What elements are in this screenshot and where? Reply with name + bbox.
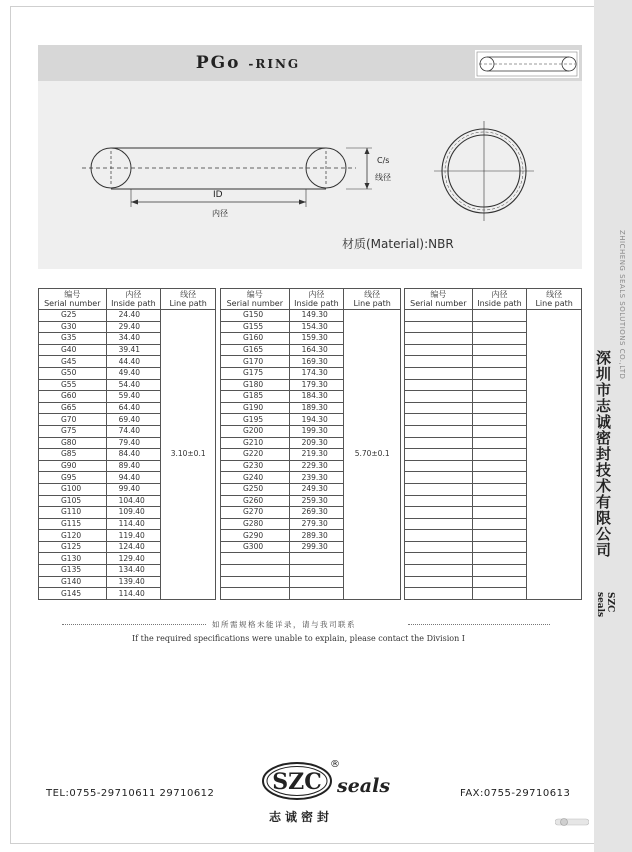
serial-cell: G145 bbox=[39, 588, 107, 600]
sidebar-logo: SZC seals bbox=[595, 592, 615, 618]
inside-path-cell bbox=[472, 449, 527, 461]
label-cs: C/s bbox=[377, 156, 390, 165]
serial-cell bbox=[221, 565, 290, 577]
inside-path-cell bbox=[472, 565, 527, 577]
inside-path-cell: 289.30 bbox=[289, 530, 344, 542]
note-divider-left bbox=[62, 624, 206, 625]
inside-path-cell: 99.40 bbox=[106, 483, 161, 495]
serial-cell: G60 bbox=[39, 391, 107, 403]
serial-cell: G65 bbox=[39, 402, 107, 414]
header-line: 线径 Line path bbox=[344, 289, 401, 310]
serial-cell bbox=[405, 344, 473, 356]
inside-path-cell: 114.40 bbox=[106, 518, 161, 530]
serial-cell bbox=[405, 518, 473, 530]
inside-path-cell: 59.40 bbox=[106, 391, 161, 403]
serial-cell: G180 bbox=[221, 379, 290, 391]
inside-path-cell: 199.30 bbox=[289, 425, 344, 437]
logo-registered: ® bbox=[330, 759, 340, 770]
page-title bbox=[38, 53, 458, 73]
inside-path-cell bbox=[289, 553, 344, 565]
inside-path-cell bbox=[472, 495, 527, 507]
serial-cell bbox=[405, 460, 473, 472]
serial-cell bbox=[405, 333, 473, 345]
serial-cell bbox=[405, 483, 473, 495]
drawing-panel bbox=[38, 81, 582, 269]
inside-path-cell: 119.40 bbox=[106, 530, 161, 542]
oring-drawing bbox=[38, 81, 582, 269]
serial-cell: G160 bbox=[221, 333, 290, 345]
inside-path-cell bbox=[472, 367, 527, 379]
inside-path-cell: 74.40 bbox=[106, 425, 161, 437]
inside-path-cell bbox=[472, 541, 527, 553]
inside-path-cell: 64.40 bbox=[106, 402, 161, 414]
inside-path-cell bbox=[472, 588, 527, 600]
inside-path-cell: 79.40 bbox=[106, 437, 161, 449]
inside-path-cell: 109.40 bbox=[106, 507, 161, 519]
serial-cell bbox=[405, 449, 473, 461]
inside-path-cell: 299.30 bbox=[289, 541, 344, 553]
inside-path-cell: 49.40 bbox=[106, 367, 161, 379]
inside-path-cell: 154.30 bbox=[289, 321, 344, 333]
serial-cell: G280 bbox=[221, 518, 290, 530]
serial-cell: G100 bbox=[39, 483, 107, 495]
serial-cell bbox=[405, 530, 473, 542]
inside-path-cell bbox=[289, 588, 344, 600]
serial-cell: G110 bbox=[39, 507, 107, 519]
inside-path-cell bbox=[472, 460, 527, 472]
inside-path-cell: 84.40 bbox=[106, 449, 161, 461]
material-text: 材质(Material):NBR bbox=[342, 237, 454, 251]
inside-path-cell bbox=[289, 576, 344, 588]
serial-cell: G260 bbox=[221, 495, 290, 507]
serial-cell: G90 bbox=[39, 460, 107, 472]
serial-cell: G120 bbox=[39, 530, 107, 542]
serial-cell: G200 bbox=[221, 425, 290, 437]
serial-cell: G125 bbox=[39, 541, 107, 553]
inside-path-cell: 209.30 bbox=[289, 437, 344, 449]
inside-path-cell: 124.40 bbox=[106, 541, 161, 553]
inside-path-cell bbox=[472, 530, 527, 542]
serial-cell bbox=[221, 576, 290, 588]
inside-path-cell: 24.40 bbox=[106, 310, 161, 322]
line-path-cell bbox=[527, 310, 582, 600]
inside-path-cell: 249.30 bbox=[289, 483, 344, 495]
serial-cell: G175 bbox=[221, 367, 290, 379]
serial-cell bbox=[405, 588, 473, 600]
spec-table-1 bbox=[38, 288, 216, 600]
line-path-cell: 5.70±0.1 bbox=[344, 310, 401, 600]
inside-path-cell: 174.30 bbox=[289, 367, 344, 379]
inside-path-cell bbox=[472, 356, 527, 368]
serial-cell: G250 bbox=[221, 483, 290, 495]
serial-cell: G170 bbox=[221, 356, 290, 368]
serial-cell: G135 bbox=[39, 565, 107, 577]
inside-path-cell: 179.30 bbox=[289, 379, 344, 391]
serial-cell: G270 bbox=[221, 507, 290, 519]
serial-cell: G50 bbox=[39, 367, 107, 379]
inside-path-cell bbox=[472, 310, 527, 322]
inside-path-cell: 259.30 bbox=[289, 495, 344, 507]
inside-path-cell bbox=[289, 565, 344, 577]
table-row bbox=[39, 310, 216, 322]
serial-cell bbox=[405, 565, 473, 577]
serial-cell: G35 bbox=[39, 333, 107, 345]
header-serial: 编号 Serial number bbox=[405, 289, 473, 310]
serial-cell: G105 bbox=[39, 495, 107, 507]
inside-path-cell: 114.40 bbox=[106, 588, 161, 600]
inside-path-cell: 44.40 bbox=[106, 356, 161, 368]
inside-path-cell: 34.40 bbox=[106, 333, 161, 345]
company-name-en: ZHICHENG SEALS SOLUTIONS CO.,LTD bbox=[618, 230, 626, 380]
serial-cell: G85 bbox=[39, 449, 107, 461]
serial-cell: G80 bbox=[39, 437, 107, 449]
company-name-cn: 深圳市志诚密封技术有限公司 bbox=[594, 350, 612, 558]
table-row bbox=[405, 310, 582, 322]
inside-path-cell: 189.30 bbox=[289, 402, 344, 414]
serial-cell bbox=[405, 310, 473, 322]
inside-path-cell: 104.40 bbox=[106, 495, 161, 507]
serial-cell: G150 bbox=[221, 310, 290, 322]
serial-cell bbox=[405, 367, 473, 379]
title-sub: -RING bbox=[248, 57, 301, 71]
inside-path-cell bbox=[472, 344, 527, 356]
header-inside: 内径 Inside path bbox=[472, 289, 527, 310]
header-inside: 内径 Inside path bbox=[289, 289, 344, 310]
serial-cell bbox=[405, 391, 473, 403]
inside-path-cell bbox=[472, 333, 527, 345]
inside-path-cell bbox=[472, 379, 527, 391]
serial-cell: G190 bbox=[221, 402, 290, 414]
inside-path-cell: 54.40 bbox=[106, 379, 161, 391]
serial-cell: G55 bbox=[39, 379, 107, 391]
serial-cell bbox=[405, 414, 473, 426]
spec-table-2 bbox=[220, 288, 401, 600]
serial-cell bbox=[405, 356, 473, 368]
line-path-cell: 3.10±0.1 bbox=[161, 310, 216, 600]
serial-cell: G165 bbox=[221, 344, 290, 356]
serial-cell bbox=[405, 437, 473, 449]
inside-path-cell bbox=[472, 402, 527, 414]
header-line: 线径 Line path bbox=[527, 289, 582, 310]
serial-cell bbox=[221, 588, 290, 600]
serial-cell: G185 bbox=[221, 391, 290, 403]
serial-cell: G195 bbox=[221, 414, 290, 426]
serial-cell: G115 bbox=[39, 518, 107, 530]
serial-cell: G220 bbox=[221, 449, 290, 461]
label-id: ID bbox=[213, 190, 223, 200]
inside-path-cell: 184.30 bbox=[289, 391, 344, 403]
serial-cell: G45 bbox=[39, 356, 107, 368]
label-inner-diameter: 内径 bbox=[212, 209, 228, 218]
inside-path-cell: 39.41 bbox=[106, 344, 161, 356]
note-cn: 如所需规格未能详录，请与我司联系 bbox=[212, 620, 356, 629]
serial-cell bbox=[405, 321, 473, 333]
serial-cell: G155 bbox=[221, 321, 290, 333]
inside-path-cell bbox=[472, 518, 527, 530]
inside-path-cell: 159.30 bbox=[289, 333, 344, 345]
serial-cell: G230 bbox=[221, 460, 290, 472]
serial-cell bbox=[405, 541, 473, 553]
serial-cell: G95 bbox=[39, 472, 107, 484]
note-en: If the required specifications were unable to explain, please contact the Division I bbox=[132, 634, 465, 643]
serial-cell: G30 bbox=[39, 321, 107, 333]
inside-path-cell: 94.40 bbox=[106, 472, 161, 484]
table-row bbox=[221, 310, 401, 322]
inside-path-cell bbox=[472, 321, 527, 333]
inside-path-cell bbox=[472, 483, 527, 495]
inside-path-cell: 149.30 bbox=[289, 310, 344, 322]
logo-cn: 志诚密封 bbox=[269, 810, 334, 824]
inside-path-cell bbox=[472, 414, 527, 426]
inside-path-cell: 219.30 bbox=[289, 449, 344, 461]
serial-cell: G240 bbox=[221, 472, 290, 484]
note-divider-right bbox=[408, 624, 550, 625]
logo-seals: seals bbox=[337, 775, 391, 797]
title-main: PGo bbox=[195, 53, 241, 73]
serial-cell: G25 bbox=[39, 310, 107, 322]
inside-path-cell: 229.30 bbox=[289, 460, 344, 472]
inside-path-cell: 89.40 bbox=[106, 460, 161, 472]
serial-cell: G130 bbox=[39, 553, 107, 565]
label-line-path: 线径 bbox=[375, 173, 391, 182]
tel-number: TEL:0755-29710611 29710612 bbox=[46, 788, 215, 799]
inside-path-cell: 134.40 bbox=[106, 565, 161, 577]
inside-path-cell bbox=[472, 553, 527, 565]
serial-cell: G290 bbox=[221, 530, 290, 542]
inside-path-cell: 194.30 bbox=[289, 414, 344, 426]
inside-path-cell: 269.30 bbox=[289, 507, 344, 519]
serial-cell bbox=[405, 495, 473, 507]
inside-path-cell: 279.30 bbox=[289, 518, 344, 530]
inside-path-cell: 129.40 bbox=[106, 553, 161, 565]
oring-side-icon bbox=[475, 50, 579, 78]
serial-cell bbox=[405, 402, 473, 414]
inside-path-cell bbox=[472, 507, 527, 519]
inside-path-cell bbox=[472, 425, 527, 437]
serial-cell bbox=[405, 576, 473, 588]
inside-path-cell bbox=[472, 437, 527, 449]
serial-cell: G140 bbox=[39, 576, 107, 588]
header-serial: 编号 Serial number bbox=[221, 289, 290, 310]
serial-cell bbox=[405, 553, 473, 565]
header-line: 线径 Line path bbox=[161, 289, 216, 310]
serial-cell bbox=[221, 553, 290, 565]
inside-path-cell bbox=[472, 391, 527, 403]
fax-number: FAX:0755-29710613 bbox=[460, 788, 571, 799]
inside-path-cell: 139.40 bbox=[106, 576, 161, 588]
serial-cell bbox=[405, 507, 473, 519]
serial-cell: G70 bbox=[39, 414, 107, 426]
inside-path-cell bbox=[472, 576, 527, 588]
inside-path-cell: 164.30 bbox=[289, 344, 344, 356]
serial-cell bbox=[405, 472, 473, 484]
serial-cell bbox=[405, 425, 473, 437]
inside-path-cell: 69.40 bbox=[106, 414, 161, 426]
inside-path-cell: 239.30 bbox=[289, 472, 344, 484]
serial-cell: G40 bbox=[39, 344, 107, 356]
inside-path-cell: 169.30 bbox=[289, 356, 344, 368]
serial-cell: G210 bbox=[221, 437, 290, 449]
inside-path-cell bbox=[472, 472, 527, 484]
page-scrollbar[interactable] bbox=[555, 818, 589, 826]
serial-cell: G75 bbox=[39, 425, 107, 437]
serial-cell bbox=[405, 379, 473, 391]
serial-cell: G300 bbox=[221, 541, 290, 553]
inside-path-cell: 29.40 bbox=[106, 321, 161, 333]
spec-table-3 bbox=[404, 288, 582, 600]
logo-text: SZC bbox=[272, 769, 322, 795]
header-inside: 内径 Inside path bbox=[106, 289, 161, 310]
header-serial: 编号 Serial number bbox=[39, 289, 107, 310]
